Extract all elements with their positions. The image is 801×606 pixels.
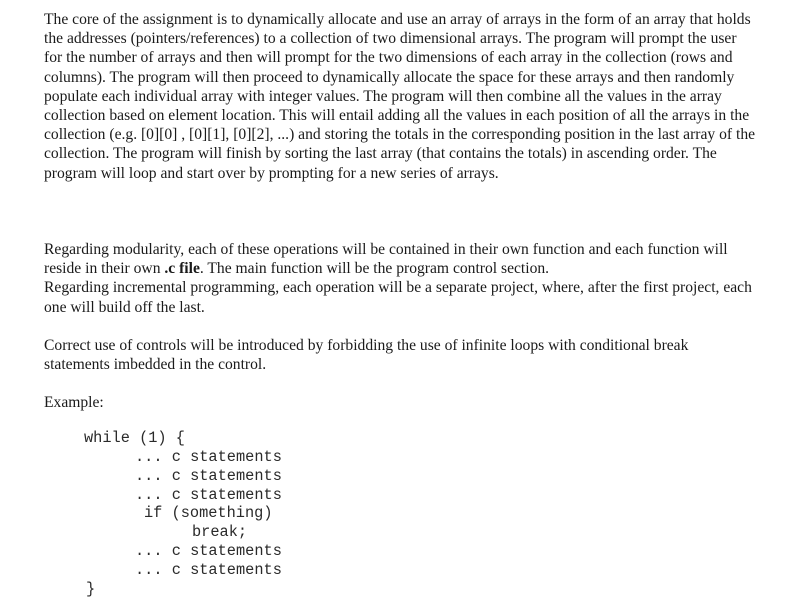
modularity-text: Regarding modularity, each of these operations will be contained in their own function and each function will reside in their own bbox=[44, 241, 728, 278]
code-close-brace: } bbox=[86, 580, 96, 598]
code-while-line: while (1) { bbox=[84, 429, 185, 447]
code-statement-4: ... c statements bbox=[135, 542, 282, 560]
code-statement-1: ... c statements bbox=[135, 448, 282, 466]
incremental-programming-text: Regarding incremental programming, each operation will be a separate project, where, after the first project, each one will build off the last. bbox=[44, 279, 752, 316]
code-statement-3: ... c statements bbox=[135, 486, 282, 504]
c-file-bold: .c file bbox=[164, 260, 200, 278]
code-break-line: break; bbox=[192, 523, 248, 541]
code-statement-5: ... c statements bbox=[135, 561, 282, 579]
example-label: Example: bbox=[44, 394, 104, 411]
paragraph-controls: Correct use of controls will be introduced by forbidding the use of infinite loops with conditional break statements imbedded in the control. bbox=[44, 337, 689, 374]
code-if-line: if (something) bbox=[144, 504, 273, 522]
paragraph-assignment-core: The core of the assignment is to dynamically allocate and use an array of arrays in the form of an array that holds the addresses (pointers/references) to a collection of two dimensional arrays. The program will prompt the user for the number of arrays and then will prompt for the two dimensions of each array in the collection (rows and columns). The program will then proceed to dynamically allocate the space for these arrays and then randomly populate each individual array with integer values. The program will then combine all the values in the array collection based on element location. This will entail adding all the values in each position of all the arrays in the collection (e.g. [0][0] , [0][1], [0][2], ...) and storing the totals in the corresponding position in the last array of the collection. The program will finish by sorting the last array (that contains the totals) in ascending order. The program will loop and start over by prompting for a new series of arrays. bbox=[44, 11, 756, 182]
paragraph-modularity bbox=[44, 240, 756, 317]
modularity-text-end: . The main function will be the program control section. bbox=[199, 260, 550, 278]
code-statement-2: ... c statements bbox=[135, 467, 282, 485]
